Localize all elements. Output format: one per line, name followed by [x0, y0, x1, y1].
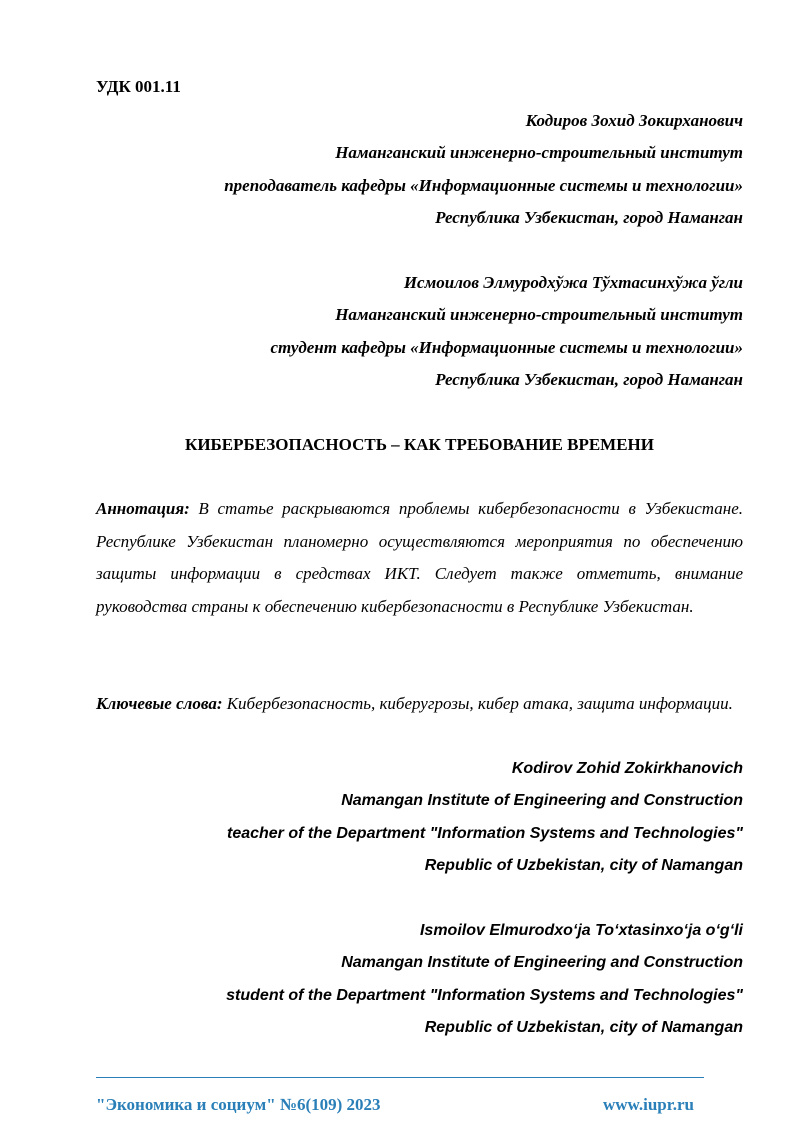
author-position: студент кафедры «Информационные системы и технологии» — [270, 337, 743, 357]
author-institute: Namangan Institute of Engineering and Construction — [341, 792, 743, 810]
annotation — [96, 493, 743, 623]
author-block-en-1 — [96, 758, 743, 887]
author-name: Ismoilov Elmurodxo‘ja To‘xtasinxo‘ja o‘g‘li — [419, 922, 743, 939]
author-block-en-2 — [96, 920, 743, 1049]
author-location: Республика Узбекистан, город Наманган — [435, 369, 743, 389]
author-position: student of the Department "Information Systems and Technologies" — [226, 986, 743, 1004]
author-name: Исмоилов Элмуродхўжа Тўхтасинхўжа ўгли — [403, 273, 743, 292]
footer-website[interactable]: www.iupr.ru — [602, 1095, 694, 1114]
author-location: Republic of Uzbekistan, city of Namangan — [424, 856, 743, 874]
author-block-ru-1 — [96, 110, 743, 239]
article-title: КИБЕРБЕЗОПАСНОСТЬ – КАК ТРЕБОВАНИЕ ВРЕМЕНИ — [185, 435, 654, 454]
author-location: Республика Узбекистан, город Наманган — [435, 207, 743, 227]
author-name: Кодиров Зохид Зокирханович — [525, 111, 743, 130]
author-block-ru-2 — [96, 272, 743, 401]
author-name: Kodirov Zohid Zokirkhanovich — [511, 760, 743, 777]
author-institute: Наманганский инженерно-строительный институт — [335, 143, 743, 163]
keywords — [96, 688, 743, 721]
author-position: преподаватель кафедры «Информационные системы и технологии» — [224, 175, 743, 195]
annotation-label: Аннотация: — [96, 499, 190, 518]
footer-journal: "Экономика и социум" №6(109) 2023 — [96, 1095, 381, 1114]
footer-divider — [96, 1077, 704, 1078]
author-position: teacher of the Department "Information Systems and Technologies" — [226, 824, 743, 842]
udk-code: УДК 001.11 — [96, 77, 181, 96]
keywords-label: Ключевые слова: — [96, 694, 223, 713]
keywords-text: Кибербезопасность, киберугрозы, кибер атака, защита информации. — [226, 694, 733, 713]
author-location: Republic of Uzbekistan, city of Namangan — [424, 1018, 743, 1036]
annotation-text: В статье раскрываются проблемы кибербезопасности в Узбекистане. Республике Узбекистан планомерно осуществляются мероприятия по обеспечению защиты информации в средствах ИКТ. Следует также отметить, внимание руководства страны к обеспечению кибербезопасности в Республике Узбекистан. — [96, 499, 744, 616]
author-institute: Наманганский инженерно-строительный институт — [335, 305, 743, 325]
author-institute: Namangan Institute of Engineering and Construction — [341, 954, 743, 972]
